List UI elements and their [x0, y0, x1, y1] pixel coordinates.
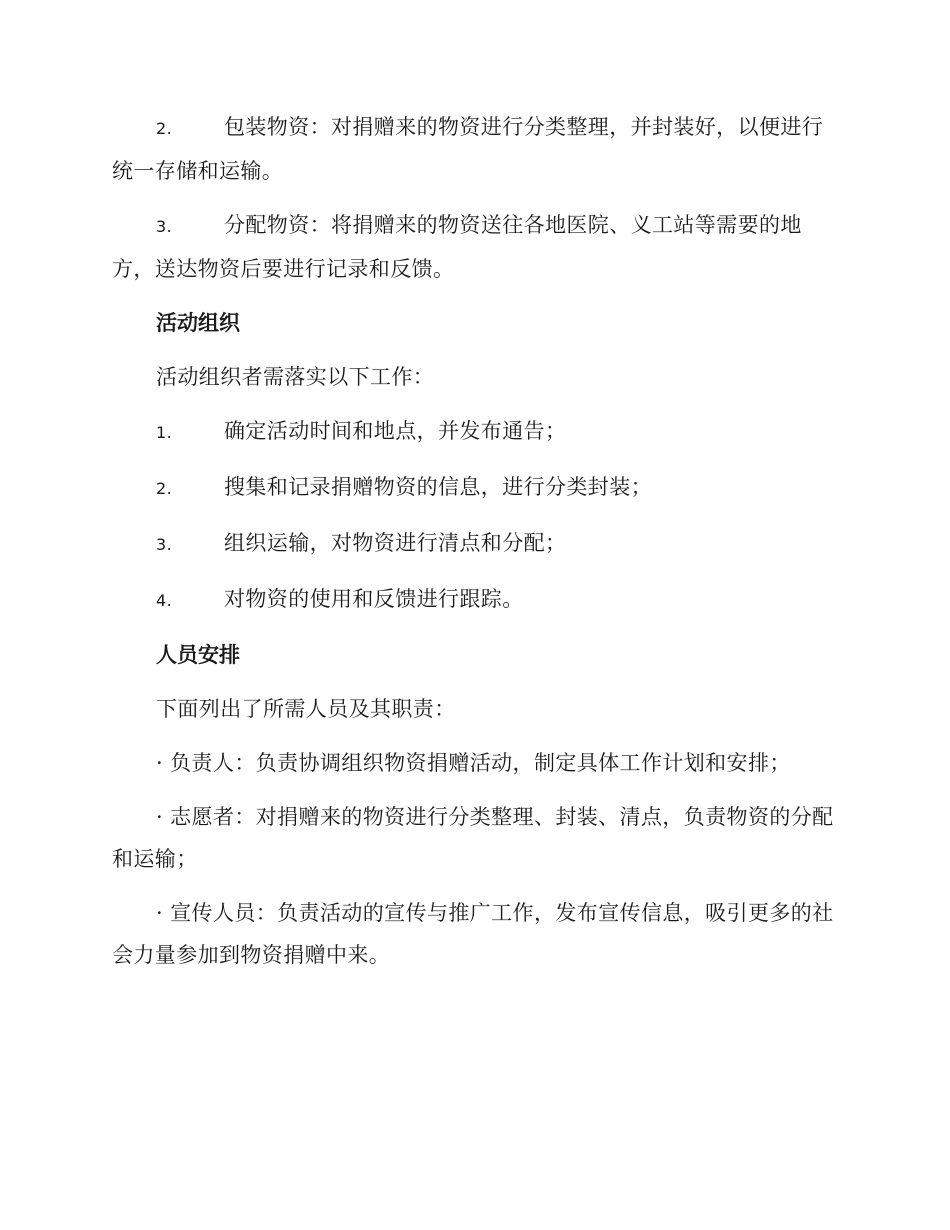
section-intro: 下面列出了所需人员及其职责： — [156, 697, 456, 721]
list-number: 3. — [156, 535, 173, 554]
list-item — [112, 466, 834, 510]
list-text: 组织运输，对物资进行清点和分配； — [224, 531, 567, 555]
list-text: 确定活动时间和地点，并发布通告； — [224, 419, 567, 443]
section-intro: 活动组织者需落实以下工作： — [156, 365, 435, 389]
role-item: · 宣传人员：负责活动的宣传与推广工作，发布宣传信息，吸引更多的社会力量参加到物资捐赠中来。 — [112, 901, 834, 967]
list-number: 3. — [156, 217, 173, 236]
section-heading-staff: 人员安排 — [156, 643, 240, 667]
list-number: 4. — [156, 591, 173, 610]
role-item: · 志愿者：对捐赠来的物资进行分类整理、封装、清点，负责物资的分配和运输； — [112, 805, 834, 871]
section-heading-activity: 活动组织 — [156, 311, 240, 335]
list-item — [112, 204, 834, 290]
list-item — [112, 106, 834, 192]
list-number: 2. — [156, 479, 173, 498]
list-text: 对物资的使用和反馈进行跟踪。 — [224, 587, 524, 611]
list-text: 分配物资：将捐赠来的物资送往各地医院、义工站等需要的地方，送达物资后要进行记录和反馈。 — [112, 213, 802, 281]
list-item — [112, 522, 834, 566]
list-text: 搜集和记录捐赠物资的信息，进行分类封装； — [224, 475, 652, 499]
list-number: 1. — [156, 423, 173, 442]
role-item: · 负责人：负责协调组织物资捐赠活动，制定具体工作计划和安排； — [156, 751, 791, 775]
list-number: 2. — [156, 119, 173, 138]
document-page — [112, 106, 834, 988]
list-item — [112, 578, 834, 622]
list-item — [112, 410, 834, 454]
list-text: 包装物资：对捐赠来的物资进行分类整理，并封装好，以便进行统一存储和运输。 — [112, 115, 824, 183]
